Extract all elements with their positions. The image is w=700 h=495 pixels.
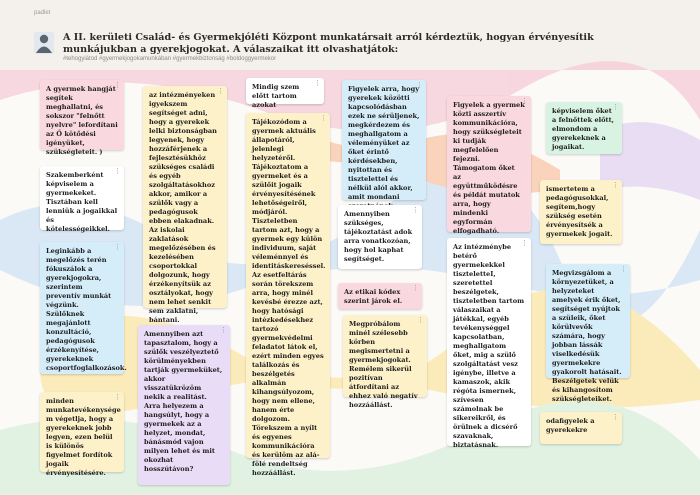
- post-card-7[interactable]: [246, 78, 324, 109]
- post-text: ismertetem a pedagógusokkal, segítem,hogy szükség esetén érvényesítsék a gyermekek jogait.: [546, 185, 613, 238]
- post-text: Figyelek a gyermek közti asszertív kommunikációra, hogy szükségleteit ki tudják megfelelően fejezni. Támogatom őket az együttműködésre és példát mutatok arra, hogy mindenki egyformán elfogadható.: [453, 101, 525, 235]
- more-icon[interactable]: ⋮: [612, 103, 619, 111]
- page-title: A II. kerületi Család- és Gyermekjóléti Központ munkatársait arról kérdeztük, hogyan érvényesítik munkájukban a gyerekjogokat. A válaszaikat itt olvashatjátok:: [63, 32, 594, 55]
- more-icon[interactable]: ⋮: [412, 206, 419, 214]
- post-text: Az etikai kódex szerint járok el.: [344, 288, 403, 305]
- post-text: A gyermek hangját segítek meghallatni, és sokszor "felnőtt nyelvre" lefordítani az Ő kötődési igényüket, szükségleteit. ): [46, 85, 118, 156]
- post-text: Mindig szem előtt tartom azokat: [252, 83, 300, 109]
- post-card-5[interactable]: [143, 86, 227, 324]
- more-icon[interactable]: ⋮: [612, 181, 619, 189]
- more-icon[interactable]: ⋮: [416, 81, 423, 89]
- post-text: képviselem őket a felnőttek előtt, elmondom a gyerekeknek a jogaikat.: [552, 107, 614, 151]
- post-card-15[interactable]: [546, 102, 622, 154]
- more-icon[interactable]: ⋮: [417, 316, 424, 324]
- hashtags: #tehogyiátod #gyermekjogokamunkában #gyermekbiztonság #boldoggyermekor: [63, 56, 277, 62]
- more-icon[interactable]: ⋮: [320, 114, 327, 122]
- post-card-8[interactable]: [246, 113, 330, 477]
- more-icon[interactable]: ⋮: [314, 79, 321, 87]
- more-icon[interactable]: ⋮: [114, 81, 121, 89]
- more-icon[interactable]: ⋮: [114, 393, 121, 401]
- post-card-16[interactable]: [540, 180, 622, 244]
- more-icon[interactable]: ⋮: [612, 413, 619, 421]
- post-text: Megpróbálom minél szélesebb körben megismertetni a gyermekjogokat. Remélem sikerül pozitívan átfordítani az ehhez való negatív hozzáállást.: [349, 320, 418, 409]
- post-card-9[interactable]: [342, 80, 426, 200]
- post-card-17[interactable]: [546, 264, 630, 403]
- avatar-head: [40, 35, 48, 43]
- more-icon[interactable]: ⋮: [220, 326, 227, 334]
- post-card-1[interactable]: [40, 80, 124, 156]
- brand-label[interactable]: padlet: [34, 10, 51, 16]
- post-card-11[interactable]: [338, 283, 422, 309]
- more-icon[interactable]: ⋮: [114, 243, 121, 251]
- more-icon[interactable]: ⋮: [521, 97, 528, 105]
- post-text: minden munkatevékenysége m végetlja, hogy a gyerekeknek jobb legyen, ezen belül is különös figyelmet fordítok jogaik érvényesítésére.: [46, 397, 121, 477]
- post-text: odafigyelek a gyerekekre: [546, 417, 595, 434]
- post-card-2[interactable]: [40, 166, 124, 233]
- avatar: [34, 32, 54, 54]
- post-text: Megvizsgálom a környezetüket, a helyzeteket amelyek érik őket, segítséget nyújtok a szüleik, őket körülvevők számára, hogy jobban lássák viselkedésük gyermekekre gyakorolt hatásait. Beszélgetek velük és kihangosítom szükségleteiket.: [552, 269, 622, 403]
- post-card-4[interactable]: [40, 392, 124, 477]
- more-icon[interactable]: ⋮: [217, 87, 224, 95]
- post-text: Figyelek arra, hogy gyerekek közötti kapcsolódásban ezek ne sérüljenek, megkérdezem és meghallgatom a véleményüket az őket érintő kérdésekben, nyitottan és tisztelettel és nélkül alól akkor, amit mondani: [348, 85, 420, 201]
- post-card-10[interactable]: [338, 205, 422, 269]
- more-icon[interactable]: ⋮: [412, 284, 419, 292]
- post-text: Amennyiben azt tapasztalom, hogy a szülők veszélyeztető körülményekben tartják gyermeküket, akkor visszatükrözöm nekik a realitást. Arra helyezem a hangsúlyt, hogy a gyermekek az a helyzet, mondat, bánásmód vajon milyen lehet és mit okozhat hosszútávon?: [144, 330, 223, 473]
- post-text: Tájékozódom a gyermek aktuális állapotáról, jelenlegi helyzetéről. Tájékoztatom a gyermeket és a szülőit jogaik érvényesítésének lehetőségeiről, módjáról. Tiszteletben tartom azt, hogy a gyermek egy külön individuum, saját véleménnyel és identitáskereséssel. Az esetfeltárás során törekszem arra, hogy minél kevésbé érezze azt, hogy hatósági intézkedésekhez tartozó gyermekvédelmi feladatot látok el, ezért minden egyes találkozás és beszélgetés alkalmán kihangsúlyozom, hogy nem ellene, hanem érte dolgozom. Törekszem a nyílt és egyenes kommunikációra és kerülöm az alá-fölé rendeltség hozzáállást.: [252, 118, 326, 477]
- post-card-14[interactable]: [447, 238, 531, 449]
- post-card-13[interactable]: [447, 96, 531, 235]
- post-card-18[interactable]: [540, 412, 622, 444]
- more-icon[interactable]: ⋮: [620, 265, 627, 273]
- post-card-6[interactable]: [138, 325, 230, 485]
- post-text: Szakemberként képviselem a gyermekeket. Tisztában kell lenniük a jogaikkal és kötelességeikkel.: [46, 171, 118, 233]
- more-icon[interactable]: ⋮: [114, 167, 121, 175]
- top-bar: [0, 0, 700, 26]
- post-text: Amennyiben szükséges, tájékoztatást adok arra vonatkozóan, hogy hol kaphat segítséget.: [344, 210, 413, 263]
- more-icon[interactable]: ⋮: [521, 239, 528, 247]
- post-text: az intézményeken igyekszem segítséget adni, hogy a gyerekek lelki biztonságban legyenek, hogy hozzáférjenek a fejlesztésükhöz szükséges családi és egyéb szolgáltatásokhoz akkor, amikor a szülők vagy a pedagógusok ebben elakadnak. Az iskolai zaklatások megelőzésében és kezelésében csoportokkal dolgozunk, hogy érzékenyítsük az osztályokat, hogy nem lehet senkit sem zaklatni, bántani.: [149, 91, 217, 324]
- post-card-3[interactable]: [40, 242, 127, 374]
- post-text: Az intézménybe betérő gyermekekkel tiszteletteI, szeretettel beszélgetek, tiszteletben tartom válaszaikat a játékkal, egyéb tevékenységgel kapcsolatban, meghallgatom őket, mig a szülő szolgáltatást vesz igénybe, illetve a kamaszok, akik régóta ismernek, szívesen számolnak be sikereikről, és örülnek a dicsérő szavaknak, biztatásnak.: [453, 243, 525, 449]
- post-card-12[interactable]: [343, 315, 427, 409]
- post-text: Leginkább a megelőzés terén fókuszálok a gyerekjogokra, szerintem preventív munkát végzünk. Szülőknek megajánlott konzultáció, pedagógusok érzékenyítése, gyerekeknek csoportfoglalkozások.: [46, 247, 127, 372]
